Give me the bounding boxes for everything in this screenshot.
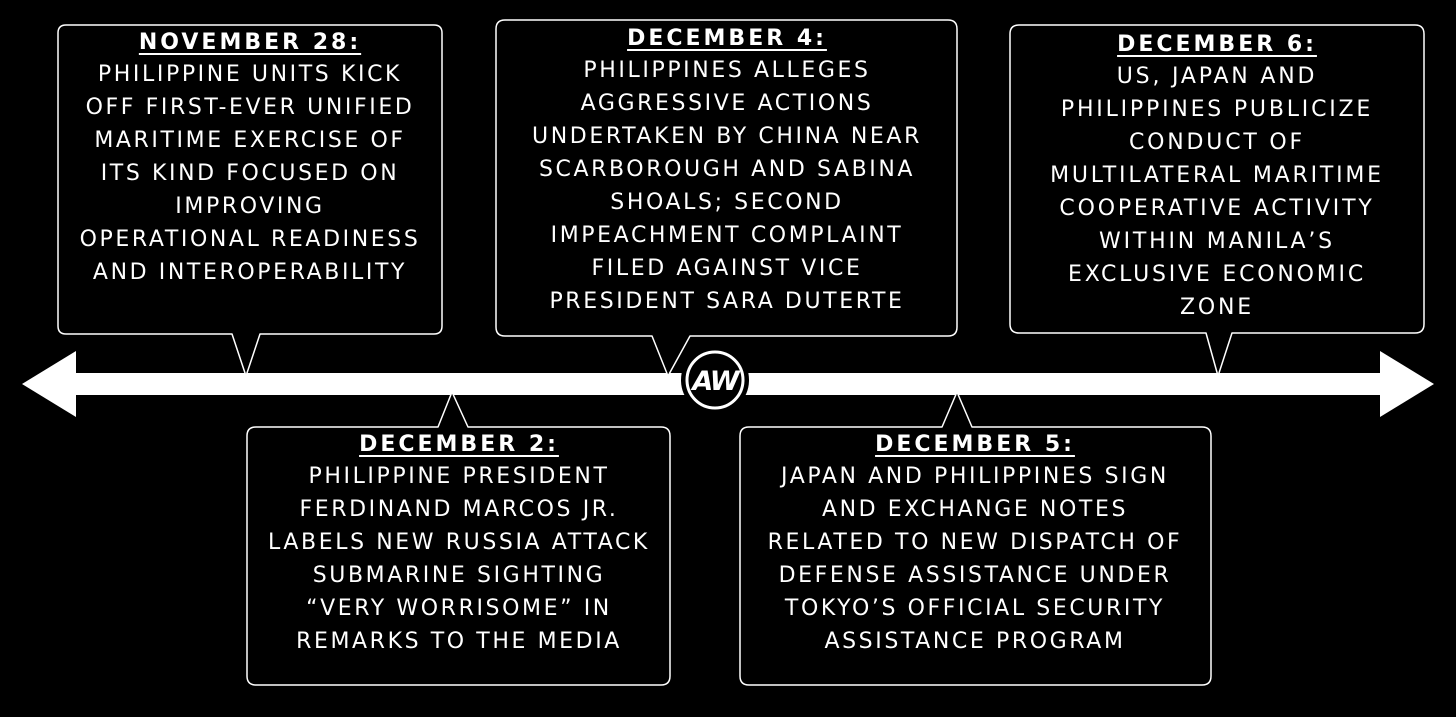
event-description: JAPAN AND PHILIPPINES SIGN AND EXCHANGE NOTES RELATED TO NEW DISPATCH OF DEFENSE ASSISTANCE UNDER TOKYO’S OFFICIAL SECURITY ASSISTANCE PROGRAM <box>767 464 1183 654</box>
event-description: PHILIPPINES ALLEGES AGGRESSIVE ACTIONS UNDERTAKEN BY CHINA NEAR SCARBOROUGH AND SABINA SHOALS; SECOND IMPEACHMENT COMPLAINT FILED AGAINST VICE PRESIDENT SARA DUTERTE <box>532 58 922 314</box>
event-dec2 <box>248 430 670 658</box>
event-description: US, JAPAN AND PHILIPPINES PUBLICIZE CONDUCT OF MULTILATERAL MARITIME COOPERATIVE ACTIVITY WITHIN MANILA’S EXCLUSIVE ECONOMIC ZONE <box>1050 64 1384 320</box>
event-description: PHILIPPINE UNITS KICK OFF FIRST-EVER UNIFIED MARITIME EXERCISE OF ITS KIND FOCUSED ON IMPROVING OPERATIONAL READINESS AND INTEROPERABILITY <box>79 62 421 285</box>
event-date: DECEMBER 6: <box>1117 32 1317 57</box>
event-dec5 <box>740 430 1210 658</box>
event-date: DECEMBER 5: <box>875 432 1075 457</box>
aw-logo <box>682 347 748 413</box>
event-date: NOVEMBER 28: <box>138 30 362 55</box>
event-description: PHILIPPINE PRESIDENT FERDINAND MARCOS JR. LABELS NEW RUSSIA ATTACK SUBMARINE SIGHTING “VERY WORRISOME” IN REMARKS TO THE MEDIA <box>268 464 650 654</box>
event-dec6 <box>1011 30 1423 324</box>
logo-text: AW <box>692 366 738 397</box>
event-date: DECEMBER 4: <box>627 26 827 51</box>
event-dec4 <box>497 24 957 318</box>
right-arrowhead <box>1380 351 1434 417</box>
event-nov28 <box>58 28 442 289</box>
event-date: DECEMBER 2: <box>359 432 559 457</box>
left-arrowhead <box>22 351 76 417</box>
